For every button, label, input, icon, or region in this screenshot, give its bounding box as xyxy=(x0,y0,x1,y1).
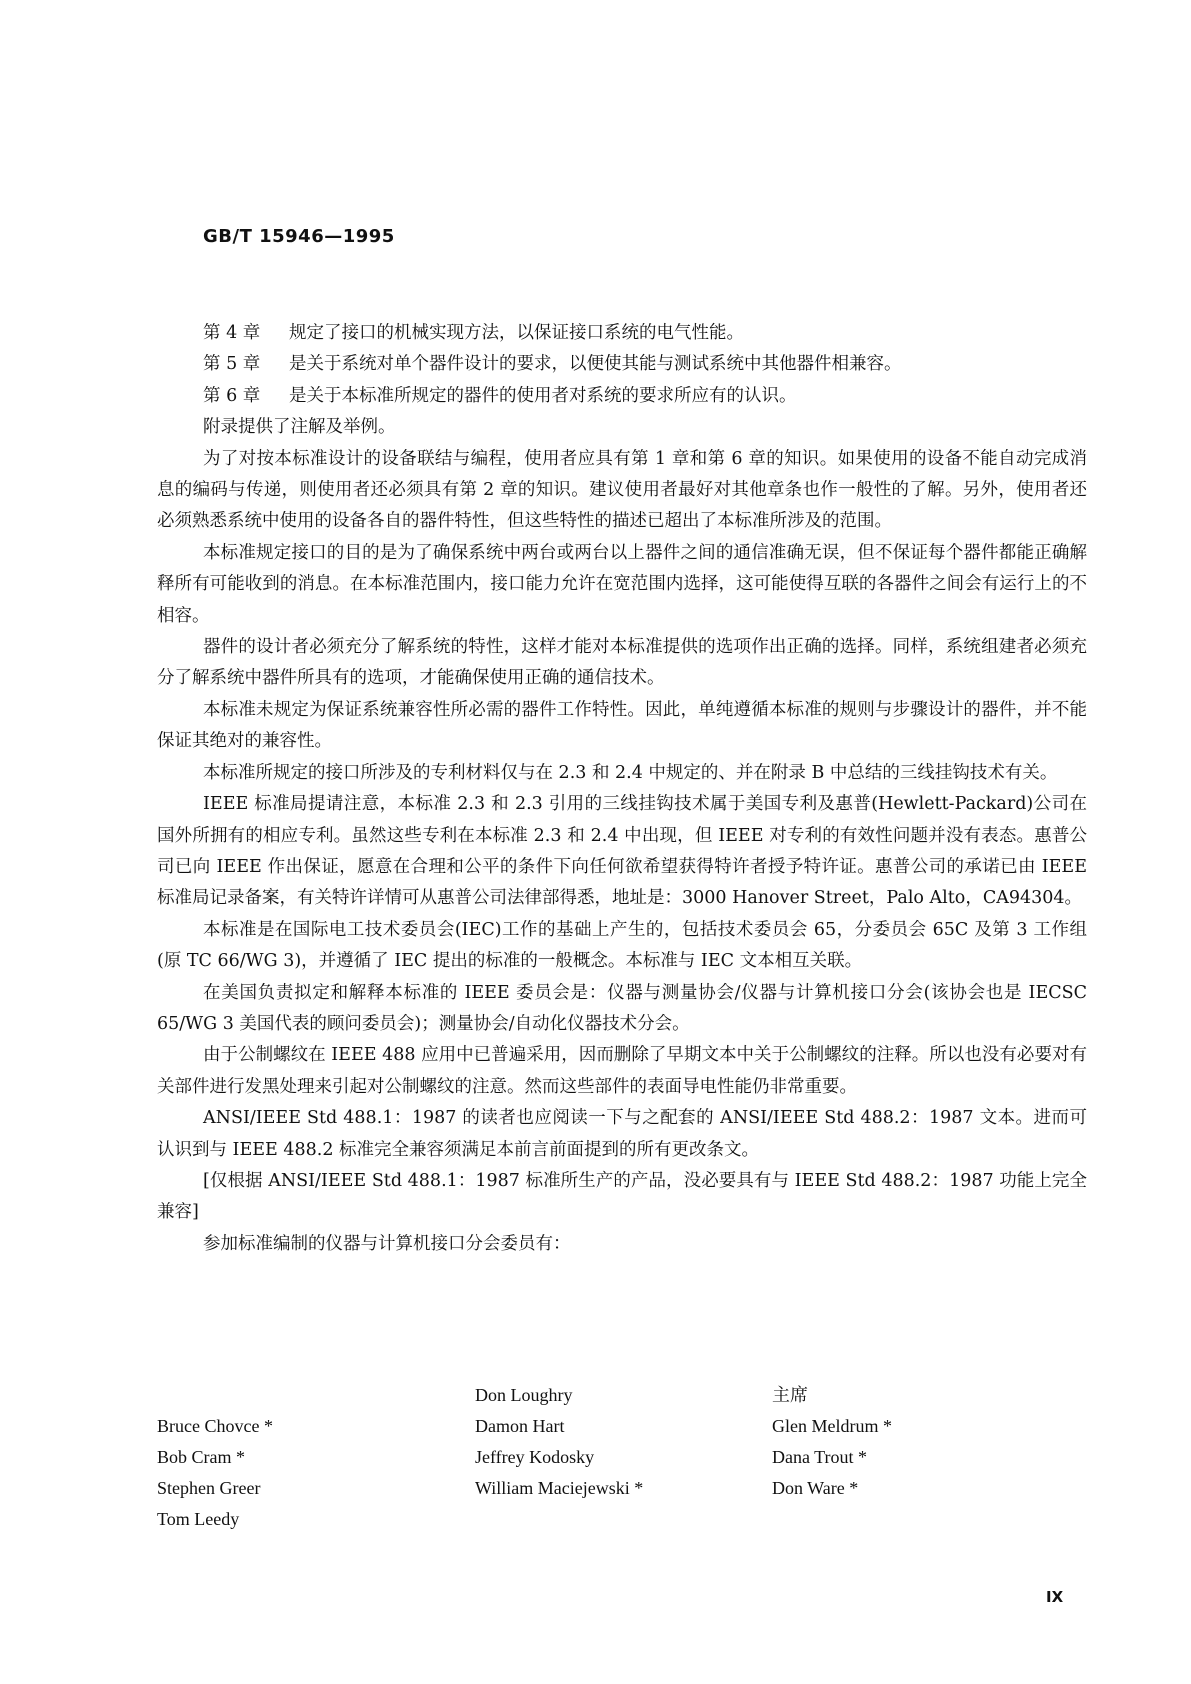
appendix-note: 附录提供了注解及举例。 xyxy=(203,417,396,438)
paragraph: IEEE 标准局提请注意，本标准 2.3 和 2.3 引用的三线挂钩技术属于美国专利及惠普(Hewlett-Packard)公司在国外所拥有的相应专利。虽然这些专利在本标准 2.3 和 2.4 中出现，但 IEEE 对专利的有效性问题并没有表态。惠普公司已向 IEEE 作出保证，愿意在合理和公平的条件下向任何欲希望获得特许者授予特许证。惠普公司的承诺已由 IEEE 标准局记录备案，有关特许详情可从惠普公司法律部得悉，地址是：3000 Hanover Street，Palo Alto，CA94304。 xyxy=(157,794,1087,909)
chapter-number: 第 5 章 xyxy=(203,354,261,375)
members-intro: 参加标准编制的仪器与计算机接口分会委员有： xyxy=(203,1233,571,1254)
member-name: Bob Cram * xyxy=(157,1447,245,1467)
page-number: IX xyxy=(1046,1588,1064,1606)
members-column-1 xyxy=(157,1411,273,1535)
paragraph: 由于公制螺纹在 IEEE 488 应用中已普遍采用，因而删除了早期文本中关于公制螺纹的注释。所以也没有必要对有关部件进行发黑处理来引起对公制螺纹的注意。然而这些部件的表面导电性能仍非常重要。 xyxy=(157,1045,1087,1097)
paragraph: 本标准规定接口的目的是为了确保系统中两台或两台以上器件之间的通信准确无误，但不保证每个器件都能正确解释所有可能收到的消息。在本标准范围内，接口能力允许在宽范围内选择，这可能使得互联的各器件之间会有运行上的不相容。 xyxy=(157,542,1087,626)
paragraph: 为了对按本标准设计的设备联结与编程，使用者应具有第 1 章和第 6 章的知识。如果使用的设备不能自动完成消息的编码与传递，则使用者还必须具有第 2 章的知识。建议使用者最好对其他章条也作一般性的了解。另外，使用者还必须熟悉系统中使用的设备各自的器件特性，但这些特性的描述已超出了本标准所涉及的范围。 xyxy=(157,448,1087,532)
member-name: Bruce Chovce * xyxy=(157,1416,273,1436)
member-name: Stephen Greer xyxy=(157,1478,261,1498)
chapter-number: 第 6 章 xyxy=(203,385,261,406)
foreword-body xyxy=(157,318,1087,1260)
member-name: Glen Meldrum * xyxy=(772,1416,892,1436)
paragraph: 器件的设计者必须充分了解系统的特性，这样才能对本标准提供的选项作出正确的选择。同样，系统组建者必须充分了解系统中器件所具有的选项，才能确保使用正确的通信技术。 xyxy=(157,637,1087,689)
chairman-label: 主席 xyxy=(772,1385,808,1405)
member-name: Tom Leedy xyxy=(157,1509,240,1529)
paragraph: [仅根据 ANSI/IEEE Std 488.1：1987 标准所生产的产品，没必要具有与 IEEE Std 488.2：1987 功能上完全兼容] xyxy=(157,1170,1087,1223)
member-name: Dana Trout * xyxy=(772,1447,868,1467)
paragraph: 在美国负责拟定和解释本标准的 IEEE 委员会是：仪器与测量协会/仪器与计算机接口分会(该协会也是 IECSC 65/WG 3 美国代表的顾问委员会)；测量协会/自动化仪器技术分会。 xyxy=(157,982,1087,1034)
chapter-line xyxy=(157,318,1087,349)
member-name: Don Ware * xyxy=(772,1478,859,1498)
paragraph: 本标准未规定为保证系统兼容性所必需的器件工作特性。因此，单纯遵循本标准的规则与步骤设计的器件，并不能保证其绝对的兼容性。 xyxy=(157,699,1087,752)
members-column-3 xyxy=(772,1380,892,1504)
chapter-description: 规定了接口的机械实现方法，以保证接口系统的电气性能。 xyxy=(289,323,744,343)
paragraph: 本标准所规定的接口所涉及的专利材料仅与在 2.3 和 2.4 中规定的、并在附录 B 中总结的三线挂钩技术有关。 xyxy=(203,762,1058,783)
members-column-2 xyxy=(475,1380,643,1504)
chapter-description: 是关于系统对单个器件设计的要求，以便使其能与测试系统中其他器件相兼容。 xyxy=(289,354,902,375)
standard-code: GB/T 15946—1995 xyxy=(203,226,395,247)
member-name: William Maciejewski * xyxy=(475,1478,644,1498)
paragraph: ANSI/IEEE Std 488.1：1987 的读者也应阅读一下与之配套的 ANSI/IEEE Std 488.2：1987 文本。进而可认识到与 IEEE 488.2 标准完全兼容须满足本前言前面提到的所有更改条文。 xyxy=(157,1108,1087,1160)
member-name: Don Loughry xyxy=(475,1385,573,1405)
member-name: Damon Hart xyxy=(475,1416,565,1436)
member-name: Jeffrey Kodosky xyxy=(475,1447,595,1467)
chapter-description: 是关于本标准所规定的器件的使用者对系统的要求所应有的认识。 xyxy=(289,385,797,406)
chapter-line xyxy=(157,349,1087,380)
paragraph: 本标准是在国际电工技术委员会(IEC)工作的基础上产生的，包括技术委员会 65，分委员会 65C 及第 3 工作组(原 TC 66/WG 3)，并遵循了 IEC 提出的标准的一般概念。本标准与 IEC 文本相互关联。 xyxy=(157,919,1087,972)
chapter-line xyxy=(157,381,1087,412)
chapter-number: 第 4 章 xyxy=(203,323,261,343)
committee-members xyxy=(157,1380,1087,1540)
